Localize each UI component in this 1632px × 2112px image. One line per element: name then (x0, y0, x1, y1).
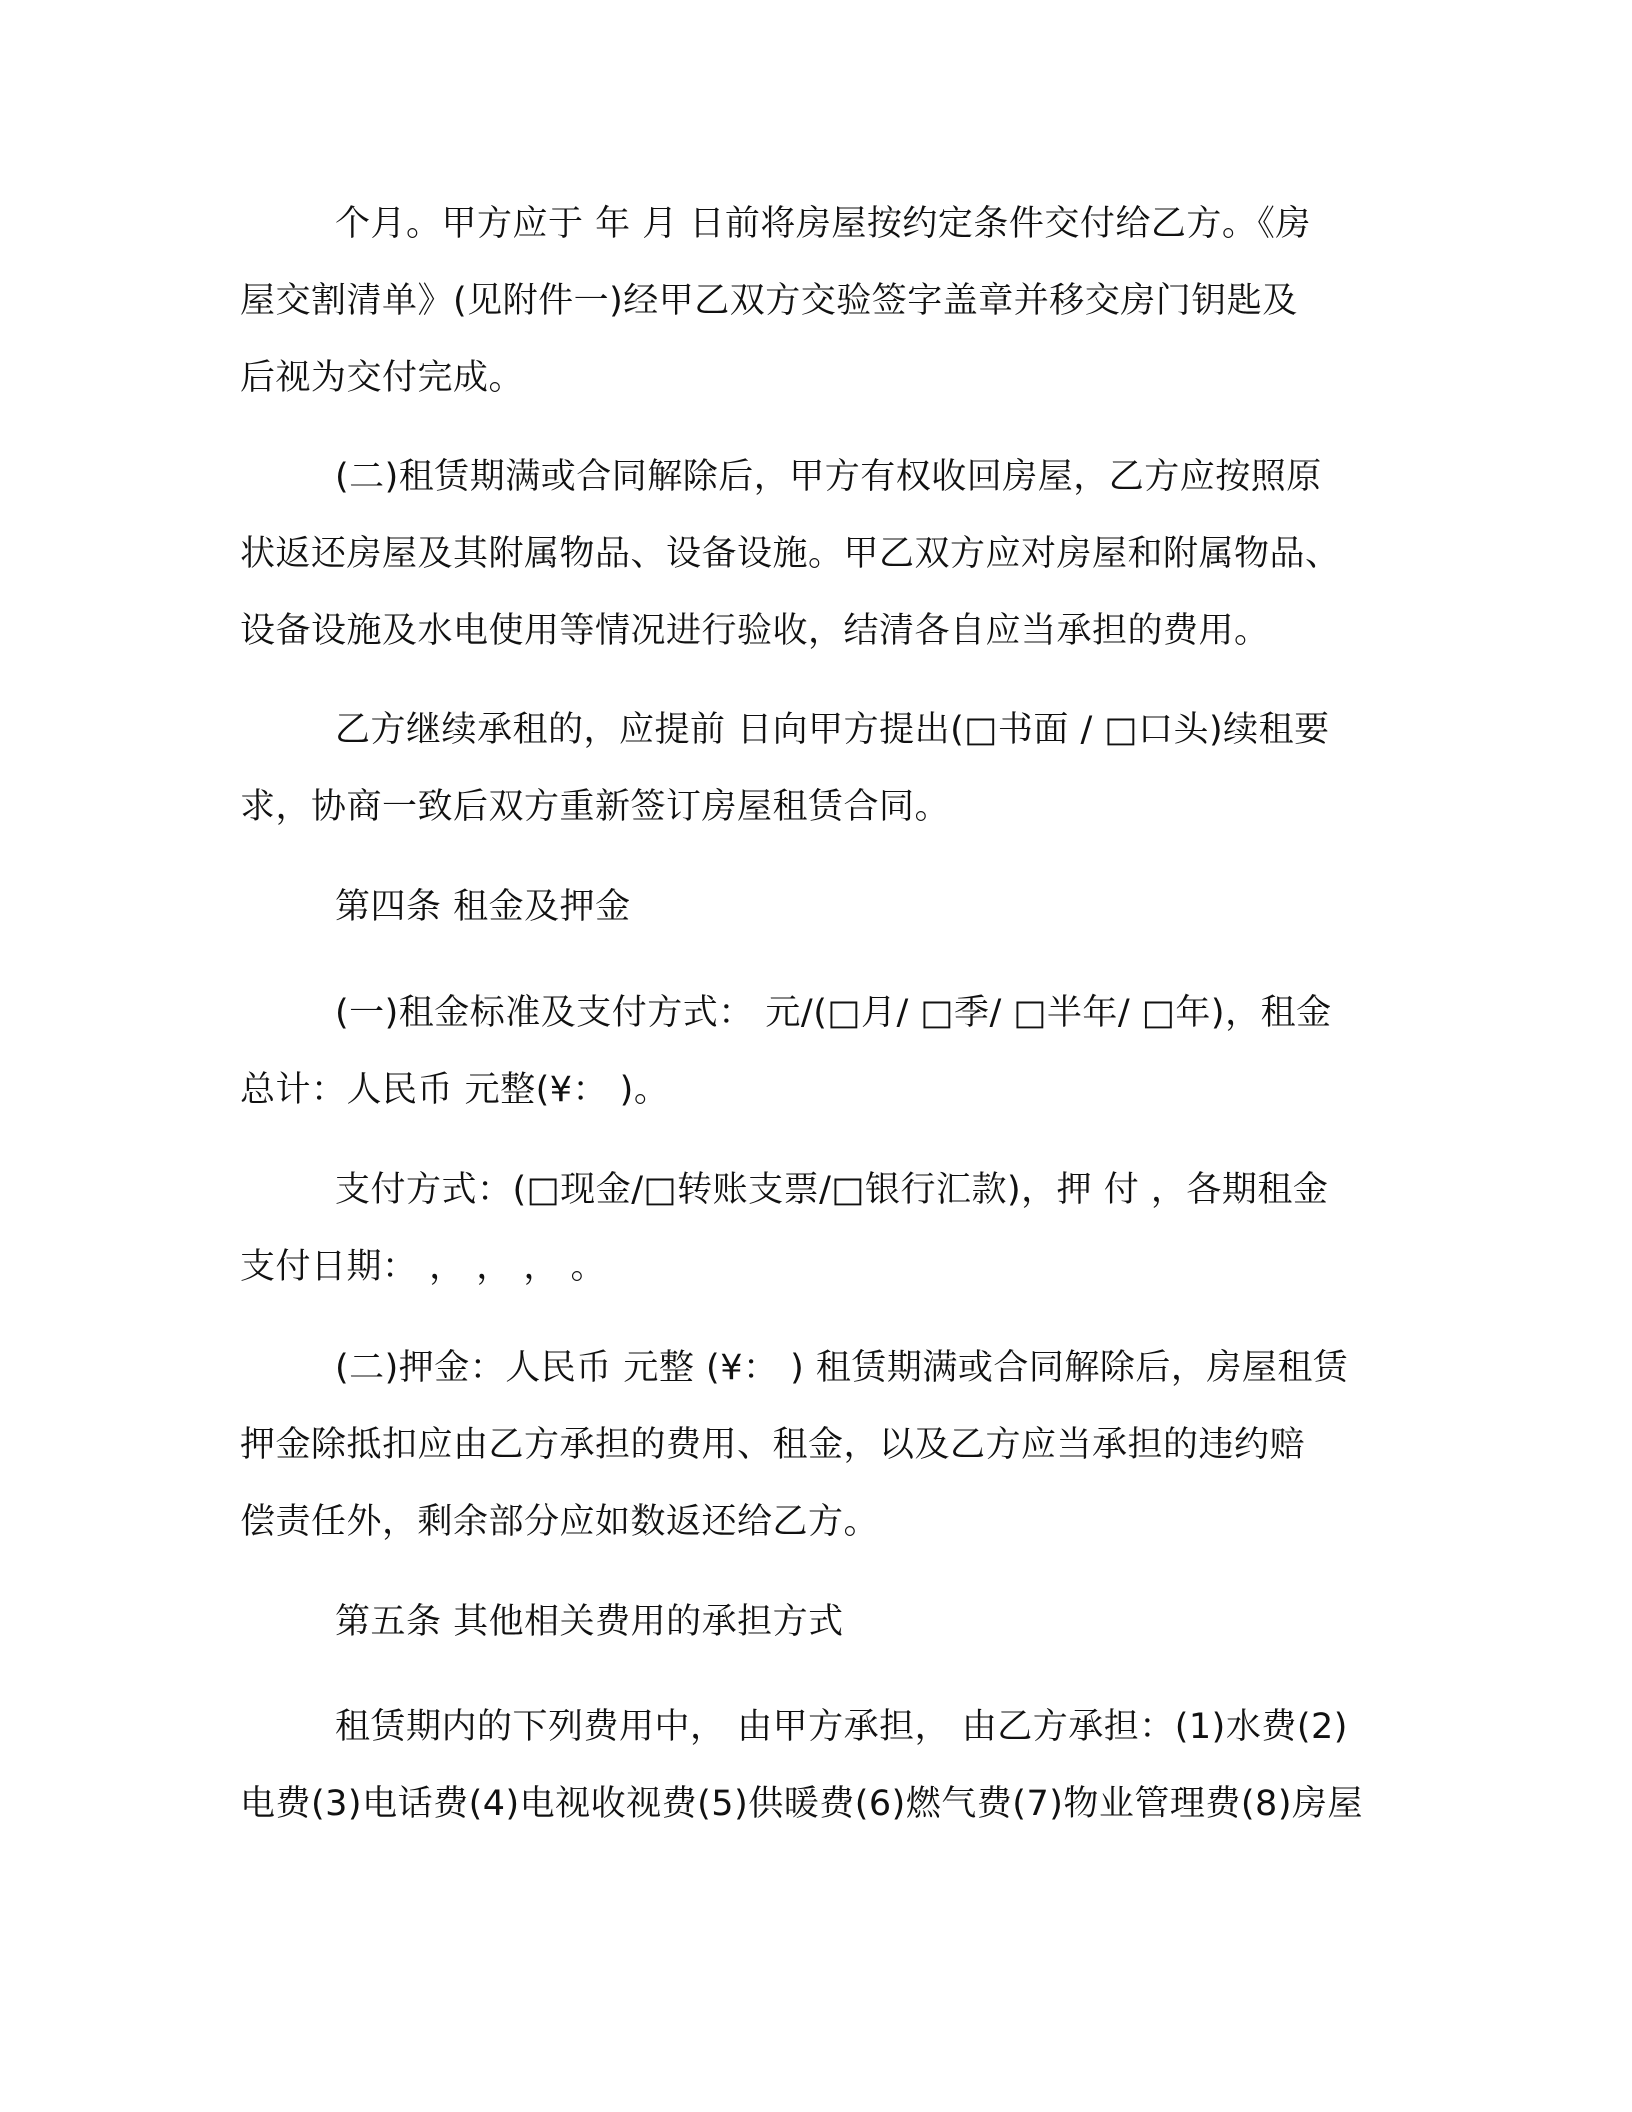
paragraph-payment-method (240, 1152, 1386, 1306)
text-line: 偿责任外，剩余部分应如数返还给乙方。 (240, 1502, 880, 1542)
text-line: 设备设施及水电使用等情况进行验收，结清各自应当承担的费用。 (240, 611, 1270, 651)
text-line: 电费(3)电话费(4)电视收视费(5)供暖费(6)燃气费(7)物业管理费(8)房屋 (240, 1784, 1363, 1824)
paragraph-expenses (240, 1689, 1386, 1843)
paragraph-renewal (240, 692, 1386, 846)
section-heading-article-5 (240, 1584, 1386, 1661)
section-title: 第四条 租金及押金 (335, 887, 631, 927)
text-line: (二)租赁期满或合同解除后，甲方有权收回房屋，乙方应按照原 (335, 457, 1322, 497)
text-line: 个月。甲方应于 年 月 日前将房屋按约定条件交付给乙方。《房 (335, 204, 1311, 244)
text-line: 屋交割清单》(见附件一)经甲乙双方交验签字盖章并移交房门钥匙及 (240, 281, 1298, 321)
text-line: 后视为交付完成。 (240, 358, 525, 398)
section-title: 第五条 其他相关费用的承担方式 (335, 1602, 844, 1642)
text-line: 状返还房屋及其附属物品、设备设施。甲乙双方应对房屋和附属物品、 (240, 534, 1341, 574)
text-line: 乙方继续承租的，应提前 日向甲方提出(□书面 / □口头)续租要 (335, 710, 1330, 750)
text-line: 支付方式：(□现金/□转账支票/□银行汇款)，押 付 ，各期租金 (335, 1170, 1329, 1210)
paragraph-return-property (240, 439, 1386, 670)
text-line: 押金除抵扣应由乙方承担的费用、租金，以及乙方应当承担的违约赔 (240, 1425, 1306, 1465)
paragraph-deposit (240, 1330, 1386, 1561)
text-line: (一)租金标准及支付方式： 元/(□月/ □季/ □半年/ □年)，租金 (335, 993, 1332, 1033)
text-line: 租赁期内的下列费用中， 由甲方承担， 由乙方承担：(1)水费(2) (335, 1707, 1348, 1747)
section-heading-article-4 (240, 869, 1386, 946)
text-line: (二)押金：人民币 元整 (¥： ) 租赁期满或合同解除后，房屋租赁 (335, 1348, 1349, 1388)
text-line: 总计：人民币 元整(¥： )。 (240, 1070, 670, 1110)
paragraph-rent-standard (240, 975, 1386, 1129)
paragraph-delivery (240, 186, 1386, 417)
text-line: 支付日期： ， ， ， 。 (240, 1247, 607, 1287)
text-line: 求，协商一致后双方重新签订房屋租赁合同。 (240, 787, 951, 827)
